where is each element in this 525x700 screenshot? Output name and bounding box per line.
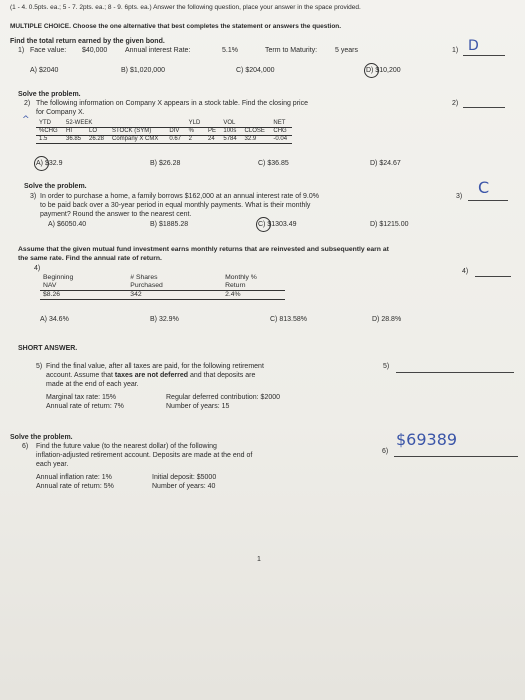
q2-option-a-circle — [34, 156, 49, 171]
q6-text-3: each year. — [36, 461, 69, 468]
q1-answer-line — [463, 55, 505, 56]
q4-option-c: C) 813.58% — [270, 316, 307, 323]
q5-rate-of-return: Annual rate of return: 7% — [46, 403, 124, 410]
stock-h1-52week: 52-WEEK — [66, 120, 93, 126]
q6-initial-deposit: Initial deposit: $5000 — [152, 474, 217, 481]
q2-title: Solve the problem. — [18, 91, 81, 98]
q6-title: Solve the problem. — [10, 434, 73, 441]
q2-option-d: D) $24.67 — [370, 160, 401, 167]
fund-h1-beginning: Beginning — [43, 274, 74, 281]
stock-r-pe: 24 — [208, 136, 215, 142]
stock-h2-100s: 100s — [223, 128, 237, 134]
stock-r-ytd: 1.5 — [39, 136, 48, 142]
q1-rate-value: 5.1% — [222, 47, 238, 54]
q1-option-b: B) $1,020,000 — [121, 67, 165, 74]
q1-face-value: $40,000 — [82, 47, 108, 54]
q3-handwritten-answer: C — [478, 178, 490, 197]
q4-option-b: B) 32.9% — [150, 316, 179, 323]
q5-marginal-tax: Marginal tax rate: 15% — [46, 394, 117, 401]
q6-inflation-rate: Annual inflation rate: 1% — [36, 474, 112, 481]
q6-text-2: inflation-adjusted retirement account. Deposits are made at the end of — [36, 452, 253, 459]
q3-text-2: to be paid back over a 30-year period in equal monthly payments. What is their monthly — [40, 202, 311, 209]
q3-option-a: A) $6050.40 — [48, 221, 87, 228]
q4-number: 4) — [34, 265, 41, 272]
q5-number: 5) — [36, 363, 43, 370]
stock-h2-pe: PE — [208, 128, 217, 134]
fund-shares-value: 342 — [130, 291, 142, 298]
fund-h1-monthly: Monthly % — [225, 274, 257, 281]
stock-h2-chg: %CHG — [39, 128, 58, 134]
q1-option-c: C) $204,000 — [236, 67, 275, 74]
stock-r-close: 32.9 — [244, 136, 257, 142]
stock-r-vol: 5784 — [223, 136, 237, 142]
q5-deferred-contribution: Regular deferred contribution: $2000 — [166, 394, 281, 401]
q3-answer-line — [468, 200, 508, 201]
q4-answer-line — [475, 276, 511, 277]
q3-answer-number: 3) — [456, 193, 463, 200]
stock-r-pct: 2 — [188, 136, 193, 142]
q1-instruction: Find the total return earned by the given bond. — [10, 38, 165, 45]
q6-answer-number: 6) — [382, 448, 389, 455]
fund-return-value: 2.4% — [225, 291, 241, 298]
q1-option-a: A) $2040 — [30, 67, 59, 74]
q6-handwritten-answer: $69389 — [396, 430, 458, 449]
pencil-mark-icon: ^ — [22, 115, 30, 125]
q1-term-value: 5 years — [335, 47, 358, 54]
stock-h2-pct: % — [188, 128, 195, 134]
q5-answer-line — [396, 372, 514, 373]
q1-term-label: Term to Maturity: — [265, 47, 318, 54]
stock-h2-div: DIV — [169, 128, 180, 134]
q3-option-c-circle — [256, 217, 271, 232]
page-number: 1 — [257, 556, 261, 563]
q2-option-c: C) $36.85 — [258, 160, 289, 167]
q1-option-d-circle — [364, 63, 379, 78]
q2-answer-line — [463, 107, 505, 108]
fund-h2-nav: NAV — [43, 282, 57, 289]
fund-h2-purchased: Purchased — [130, 282, 163, 289]
q1-handwritten-answer: D — [468, 38, 479, 54]
stock-h2-netchg: CHG — [273, 128, 287, 134]
q6-number: 6) — [22, 443, 29, 450]
fund-h2-return: Return — [225, 282, 246, 289]
q1-option-d: D) $10,200 — [366, 67, 401, 74]
q2-number: 2) — [24, 100, 31, 107]
fund-nav-value: $8.26 — [43, 291, 61, 298]
stock-h1-ytd: YTD — [39, 120, 51, 126]
q1-answer-number: 1) — [452, 47, 459, 54]
q6-answer-line — [394, 456, 518, 457]
stock-r-netchg: -0.04 — [273, 136, 288, 142]
q3-option-d: D) $1215.00 — [370, 221, 409, 228]
header-instructions: (1 - 4. 0.5pts. ea.; 5 - 7. 2pts. ea.; 8 - 9. 6pts. ea.) Answer the following question, place your answer in the space provided. — [10, 4, 361, 11]
stock-r-stock: Company X CMX — [112, 136, 159, 142]
mutual-fund-table — [40, 274, 285, 300]
q3-option-b: B) $1885.28 — [150, 221, 189, 228]
q5-text-2: account. Assume that taxes are not deferred and that deposits are — [46, 372, 256, 379]
q3-number: 3) — [30, 193, 37, 200]
q2-option-b: B) $26.28 — [150, 160, 181, 167]
stock-h1-net: NET — [273, 120, 286, 126]
q1-number: 1) — [18, 47, 25, 54]
short-answer-heading: SHORT ANSWER. — [18, 345, 78, 352]
stock-table — [36, 120, 292, 144]
stock-r-div: 0.67 — [169, 136, 181, 142]
stock-h2-hi: HI — [66, 128, 72, 134]
stock-h1-yld: YLD — [188, 120, 201, 126]
q5-answer-number: 5) — [383, 363, 390, 370]
fund-h1-shares: # Shares — [130, 274, 158, 281]
q4-answer-number: 4) — [462, 268, 469, 275]
q2-text-2: for Company X. — [36, 109, 85, 116]
q1-face-label: Face value: — [30, 47, 67, 54]
q3-option-c: C) $1303.49 — [258, 221, 297, 228]
stock-h2-stock: STOCK (SYM) — [112, 128, 152, 134]
q3-text-1: In order to purchase a home, a family borrows $162,000 at an annual interest rate of 9.0% — [40, 193, 319, 200]
q4-option-a: A) 34.6% — [40, 316, 69, 323]
q1-rate-label: Annual interest Rate: — [125, 47, 191, 54]
q2-text-1: The following information on Company X appears in a stock table. Find the closing price — [36, 100, 308, 107]
q6-rate-of-return: Annual rate of return: 5% — [36, 483, 114, 490]
q5-text-3: made at the end of each year. — [46, 381, 139, 388]
q6-number-of-years: Number of years: 40 — [152, 483, 216, 490]
mc-heading: MULTIPLE CHOICE. Choose the one alternative that best completes the statement or answers the question. — [10, 23, 342, 30]
stock-h1-vol: VOL — [223, 120, 236, 126]
stock-h2-close: CLOSE — [244, 128, 265, 134]
q6-text-1: Find the future value (to the nearest dollar) of the following — [36, 443, 217, 450]
q2-answer-number: 2) — [452, 100, 459, 107]
stock-r-hi: 36.85 — [66, 136, 82, 142]
q5-text-1: Find the final value, after all taxes are paid, for the following retirement — [46, 363, 264, 370]
q4-intro-1: Assume that the given mutual fund investment earns monthly returns that are reinvested and subsequently earn at — [18, 246, 389, 253]
stock-h2-lo: LO — [89, 128, 98, 134]
q3-title: Solve the problem. — [24, 183, 87, 190]
stock-r-lo: 26.28 — [89, 136, 105, 142]
q4-intro-2: the same rate. Find the annual rate of return. — [18, 255, 162, 262]
q2-option-a: A) $32.9 — [36, 160, 63, 167]
q5-number-of-years: Number of years: 15 — [166, 403, 230, 410]
q4-option-d: D) 28.8% — [372, 316, 402, 323]
q3-text-3: payment? Round the answer to the nearest cent. — [40, 211, 192, 218]
